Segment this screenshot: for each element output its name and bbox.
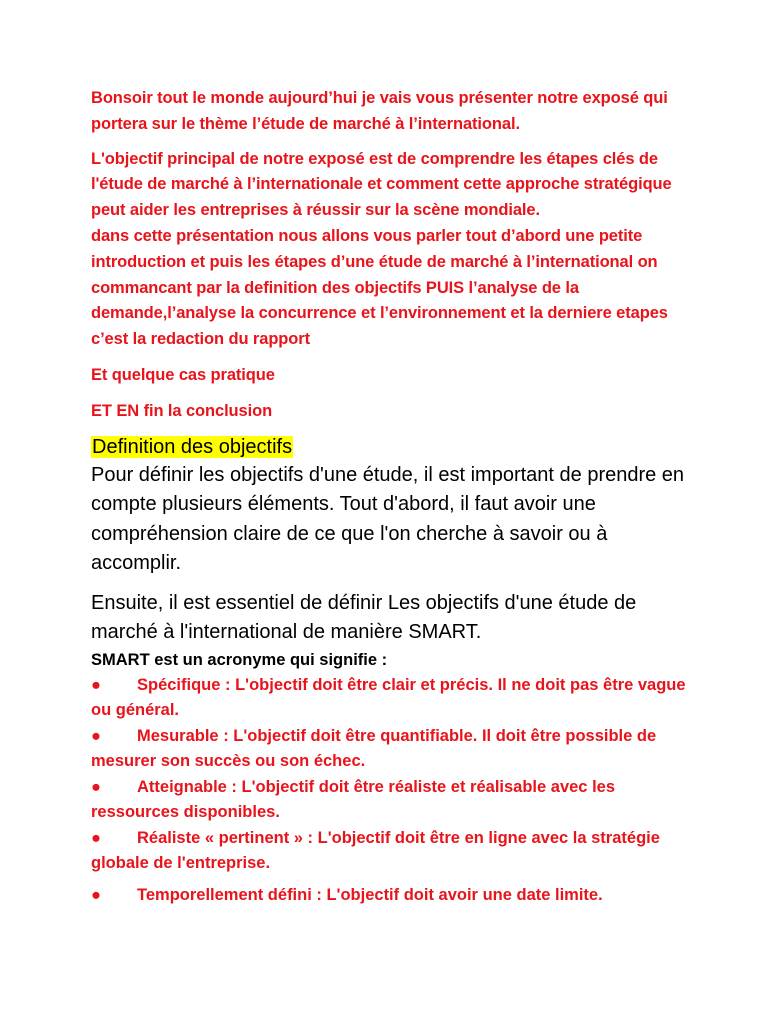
- intro-conclusion: ET EN fin la conclusion: [91, 401, 273, 420]
- list-item-text: Temporellement défini : L'objectif doit avoir une date limite.: [137, 885, 603, 904]
- list-item-text: Réaliste « pertinent » : L'objectif doit être en ligne avec la stratégie globale de l'entreprise.: [91, 828, 660, 873]
- list-item-text: Atteignable : L'objectif doit être réaliste et réalisable avec les ressources disponibles.: [91, 777, 616, 822]
- intro-outline: dans cette présentation nous allons vous parler tout d’abord une petite introduction et puis les étapes d’une étude de marché à l’international on commancant par la definition des objectifs PUIS l’analyse de la demande,l’analyse la concurrence et l’environnement et la derniere etapes c’est la redaction du rapport: [91, 226, 668, 349]
- list-item: [91, 775, 691, 826]
- list-item-text: Mesurable : L'objectif doit être quantifiable. Il doit être possible de mesurer son succès ou son échec.: [91, 726, 657, 771]
- list-item: [91, 826, 691, 877]
- bullet-icon: ●: [91, 828, 101, 847]
- bullet-icon: ●: [91, 726, 101, 745]
- list-item: [91, 673, 691, 724]
- intro-greeting: Bonsoir tout le monde aujourd’hui je vais vous présenter notre exposé qui portera sur le thème l’étude de marché à l’international.: [91, 89, 668, 133]
- bullet-icon: ●: [91, 777, 101, 796]
- list-item-text: Spécifique : L'objectif doit être clair et précis. Il ne doit pas être vague ou général.: [91, 675, 686, 720]
- intro-case-studies: Et quelque cas pratique: [91, 365, 275, 384]
- section-paragraph-1: Pour définir les objectifs d'une étude, il est important de prendre en compte plusieurs éléments. Tout d'abord, il faut avoir une compréhension claire de ce que l'on cherche à savoir ou à accomplir.: [91, 463, 685, 575]
- bullet-icon: ●: [91, 675, 101, 694]
- section-heading: Definition des objectifs: [92, 435, 293, 458]
- smart-intro: SMART est un acronyme qui signifie :: [91, 650, 388, 669]
- document-page: [91, 86, 691, 908]
- list-item: [91, 883, 691, 909]
- section-heading-wrap: [91, 433, 691, 461]
- list-item: [91, 724, 691, 775]
- intro-objective: L'objectif principal de notre exposé est de comprendre les étapes clés de l'étude de marché à l’internationale et comment cette approche stratégique peut aider les entreprises à réussir sur la scène mondiale.: [91, 149, 672, 220]
- bullet-icon: ●: [91, 885, 101, 904]
- section-paragraph-2: Ensuite, il est essentiel de définir Les objectifs d'une étude de marché à l'international de manière SMART.: [91, 591, 637, 644]
- smart-list: [91, 673, 691, 909]
